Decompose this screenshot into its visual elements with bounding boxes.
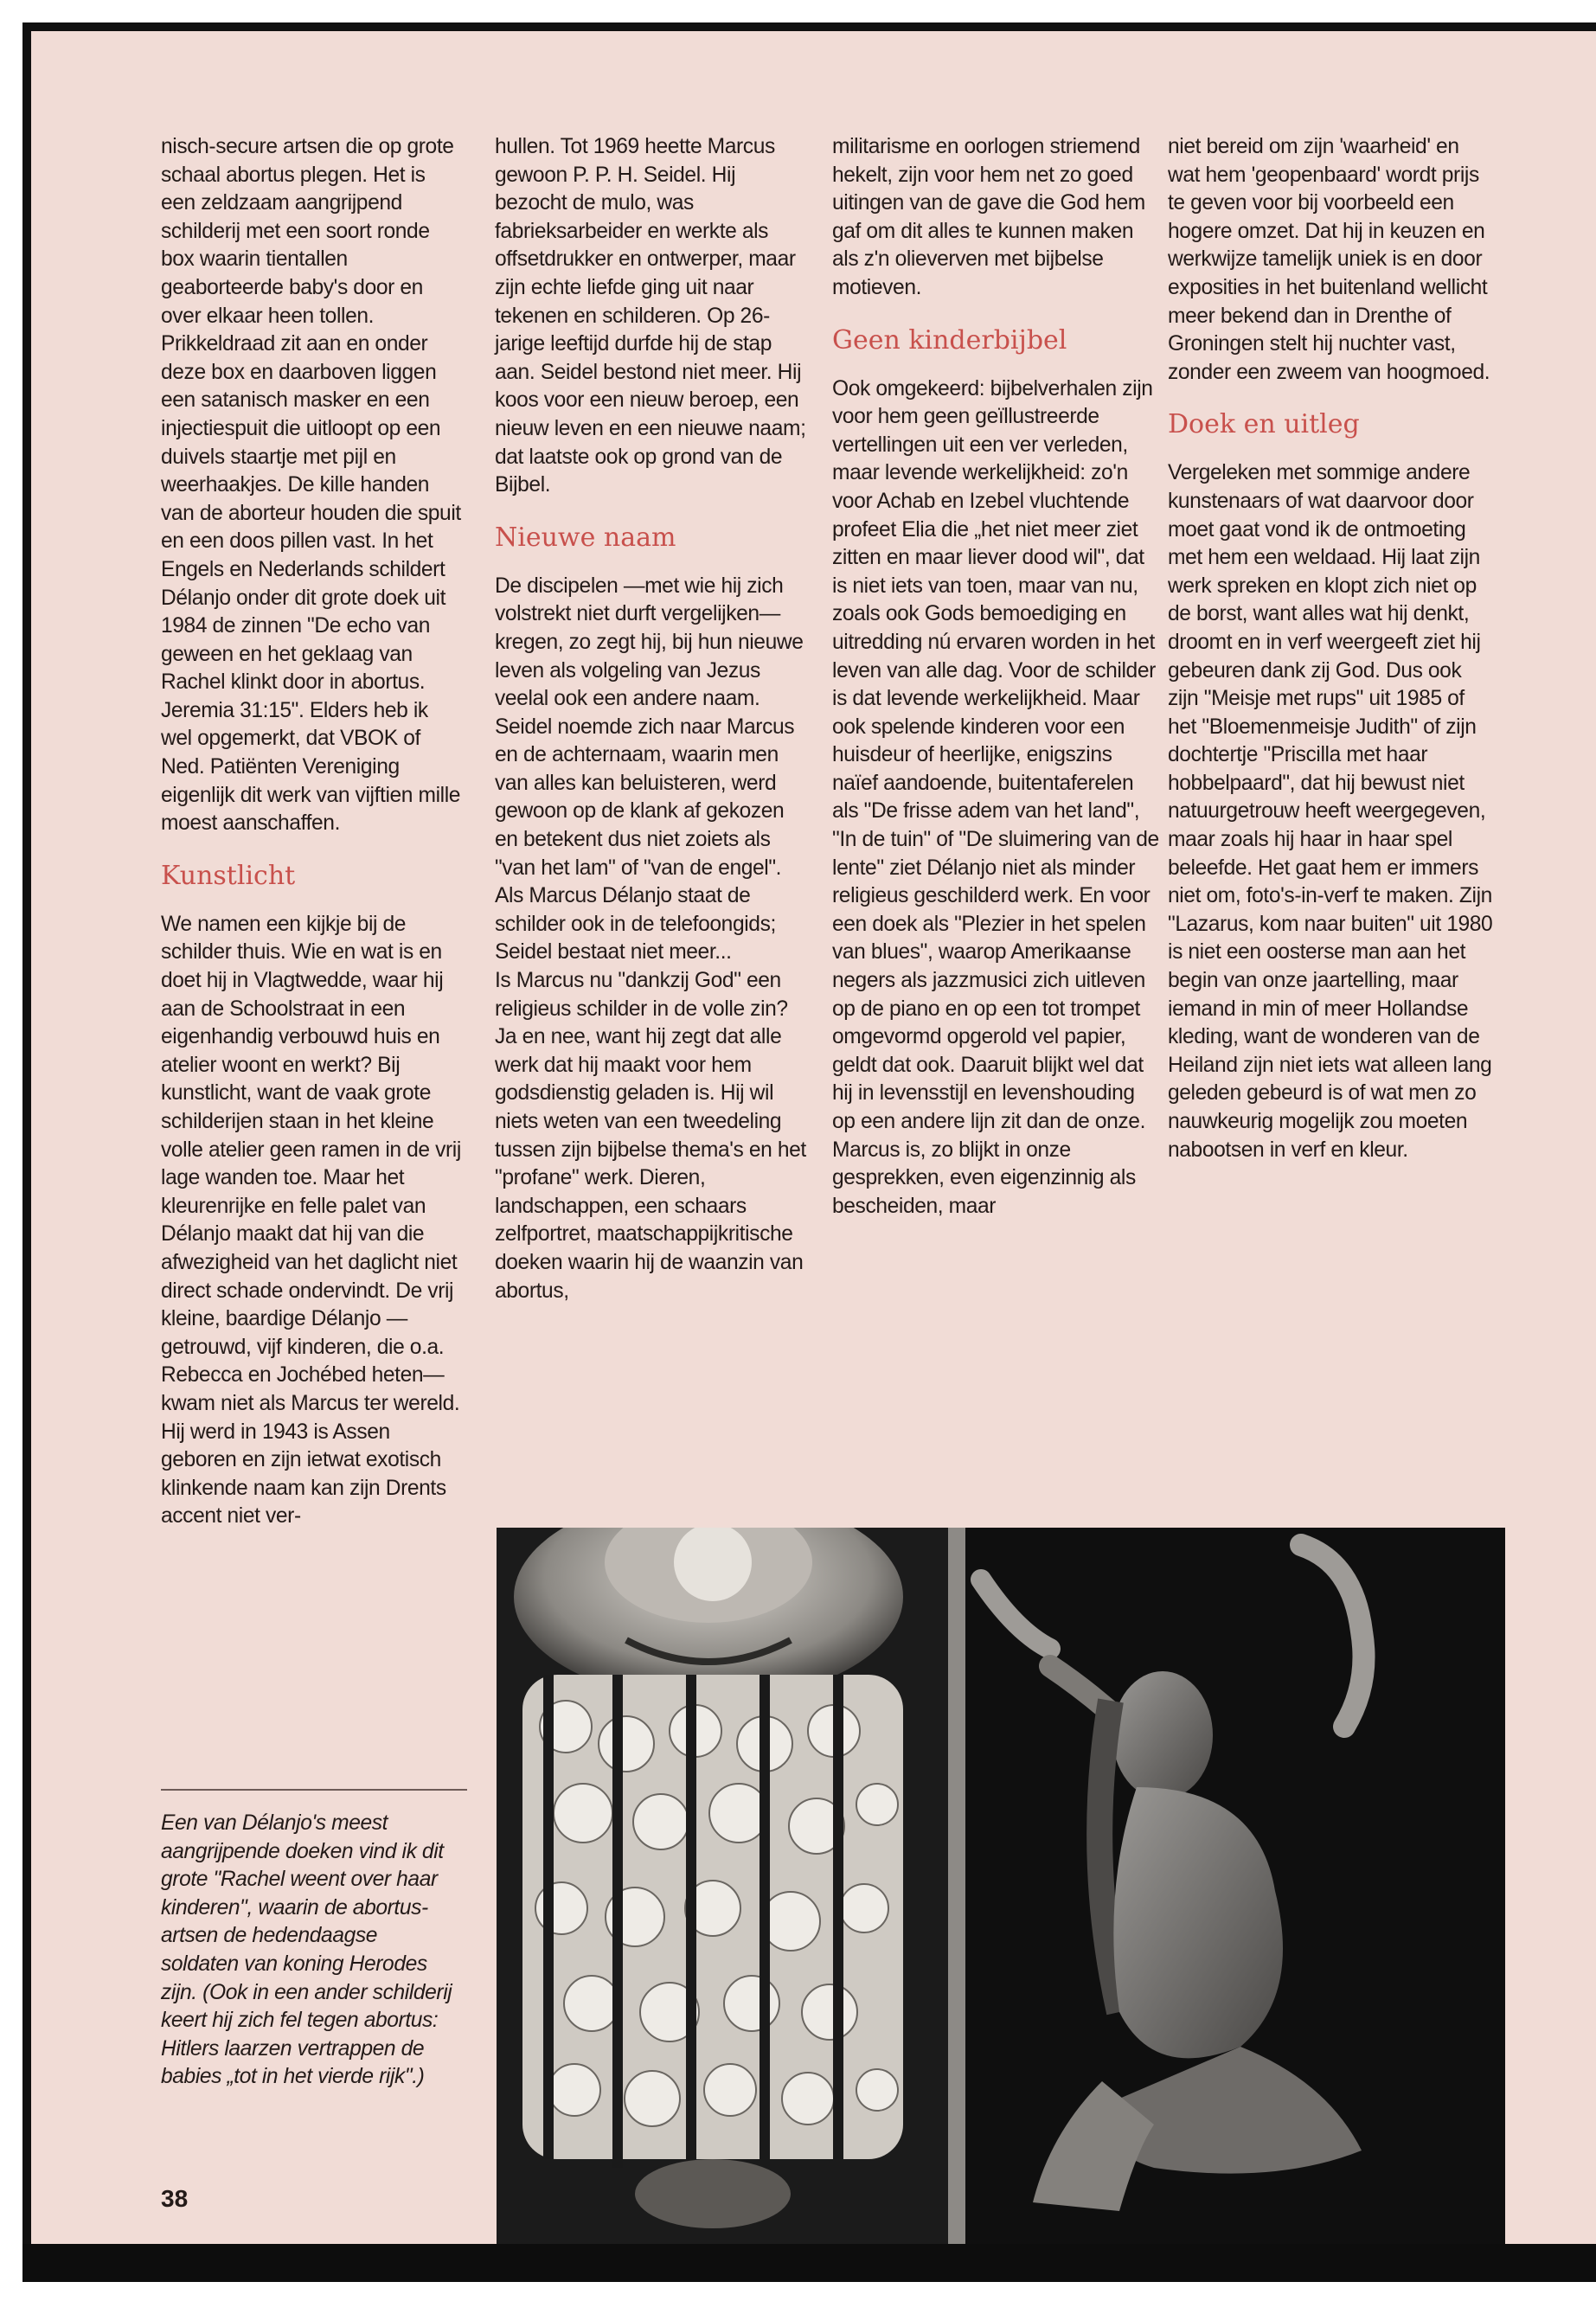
- paragraph: niet bereid om zijn 'waarheid' en wat hem 'geopenbaard' wordt prijs te geven voor bij voorbeeld een hogere omzet. Dat hij in keuzen en werkwijze tamelijk uniek is en door exposities in het buitenland wellicht meer bekend dan in Drenthe of Groningen stelt hij nuchter vast, zonder een zweem van hoogmoed.: [1168, 135, 1490, 384]
- section-heading-doek-en-uitleg: Doek en uitleg: [1168, 409, 1360, 440]
- paragraph: Vergeleken met sommige andere kunstenaars of wat daarvoor door moet gaat vond ik de ontmoeting met hem een weldaad. Hij laat zijn werk spreken en klopt zich niet op de borst, want alles wat hij denkt, droomt en in verf weergeeft ziet hij gebeuren dank zij God. Dus ook zijn "Meisje met rups" uit 1985 of het "Bloemenmeisje Judith" of zijn dochtertje "Priscilla met haar hobbelpaard", dat hij bewust niet natuurgetrouw heeft weergegeven, maar zoals hij haar in haar spel beleefde. Het gaat hem er immers niet om, foto's-in-verf te maken. Zijn "Lazarus, kom naar buiten" uit 1980 is niet een oosterse man aan het begin van onze jaartelling, maar iemand in min of meer Hollandse kleding, want de wonderen van de Heiland zijn niet iets wat alleen lang geleden gebeurd is of wat men zo nauwkeurig mogelijk zou moeten nabootsen in verf en kleur.: [1168, 461, 1493, 1162]
- paragraph: Is Marcus nu "dankzij God" een religieus schilder in de volle zin? Ja en nee, want hij zegt dat alle werk dat hij maakt voor hem godsdienstig geladen is. Hij wil niets weten van een tweedeling tussen zijn bijbelse thema's en het "profane" werk. Dieren, landschappen, een schaars zelfportret, maatschappijkritische doeken waarin hij de waanzin van abortus,: [495, 969, 806, 1303]
- paragraph: nisch-secure artsen die op grote schaal abortus plegen. Het is een zeldzaam aangrijpend schilderij met een soort ronde box waarin tientallen geaborteerde baby's door en over elkaar heen tollen.: [161, 135, 454, 328]
- paragraph: hullen. Tot 1969 heette Marcus gewoon P. P. H. Seidel. Hij bezocht de mulo, was fabrieksarbeider en werkte als offsetdrukker en ontwerper, maar zijn echte liefde ging uit naar tekenen en schilderen. Op 26-jarige leeftijd durfde hij de stap aan. Seidel bestond niet meer. Hij koos voor een nieuw beroep, een nieuw leven en een nieuwe naam; dat laatste ook op grond van de Bijbel.: [495, 135, 806, 497]
- scan-border-left: [22, 22, 31, 2263]
- paragraph: Prikkeldraad zit aan en onder deze box en daarboven liggen een satanisch masker en een injectiespuit die uitloopt op een duivels staartje met pijl en weerhaakjes. De kille handen van de aborteur houden die spuit en een doos pillen vast. In het Engels en Nederlands schildert Délanjo onder dit grote doek uit 1984 de zinnen "De echo van geween en het geklaag van Rachel klinkt door in abortus. Jeremia 31:15". Elders heb ik wel opgemerkt, dat VBOK of Ned. Patiënten Vereniging eigenlijk dit werk van vijftien mille moest aanschaffen.: [161, 332, 461, 836]
- article-column-2: [495, 133, 806, 1305]
- section-heading-nieuwe-naam: Nieuwe naam: [495, 522, 676, 553]
- photo-caption: Een van Délanjo's meest aangrijpende doeken vind ik dit grote "Rachel weent over haar kinderen", waarin de abortus-artsen de hedendaagse soldaten van koning Herodes zijn. (Ook in een ander schilderij keert hij zich fel tegen abortus: Hitlers laarzen vertrappen de babies „tot in het vierde rijk".): [161, 1811, 452, 2089]
- page-number: 38: [161, 2185, 189, 2212]
- scan-border-bottom: [22, 2244, 1596, 2282]
- section-heading-kunstlicht: Kunstlicht: [161, 860, 296, 891]
- section-heading-geen-kinderbijbel: Geen kinderbijbel: [832, 324, 1067, 356]
- paragraph: militarisme en oorlogen striemend hekelt, zijn voor hem net zo goed uitingen van de gave die God hem gaf om dit alles te kunnen maken als z'n olieverven met bijbelse motieven.: [832, 135, 1145, 299]
- paragraph: De discipelen —met wie hij zich volstrekt niet durft vergelijken— kregen, zo zegt hij, bij hun nieuwe leven als volgeling van Jezus veelal ook een andere naam. Seidel noemde zich naar Marcus en de achternaam, waarin men van alles kan beluisteren, werd gewoon op de klank af gekozen en betekent dus niet zoiets als "van het lam" of "van de engel". Als Marcus Délanjo staat de schilder ook in de telefoongids; Seidel bestaat niet meer...: [495, 574, 804, 965]
- paragraph: Ook omgekeerd: bijbelverhalen zijn voor hem geen geïllustreerde vertellingen uit een ver verleden, maar levende werkelijkheid: zo'n voor Achab en Izebel vluchtende profeet Elia die „het niet meer ziet zitten en maar liever dood wil", dat is niet iets van toen, maar van nu, zoals ook Gods bemoediging en uitredding nú ervaren worden in het leven van alle dag. Voor de schilder is dat levende werkelijkheid. Maar ook spelende kinderen voor een huisdeur of heerlijke, enigszins naïef aandoende, buitentaferelen als "De frisse adem van het land", "In de tuin" of "De sluimering van de lente" ziet Délanjo niet als minder religieus geschilderd werk. En voor een doek als "Plezier in het spelen van blues", waarop Amerikaanse negers als jazzmusici zich uitleven op de piano en op een tot trompet omgevormd opgerold vel papier, geldt dat ook. Daaruit blijkt wel dat hij in levensstijl en levenshouding op een andere lijn zit dan de onze.: [832, 376, 1159, 1133]
- caption-divider: [161, 1789, 467, 1791]
- painting-illustration: [497, 1528, 1505, 2244]
- article-column-3: [832, 133, 1159, 1221]
- painting-image: [497, 1528, 1505, 2244]
- article-column-1: [161, 133, 462, 1531]
- article-column-4: [1168, 133, 1497, 1164]
- paragraph: Marcus is, zo blijkt in onze gesprekken, even eigenzinnig als bescheiden, maar: [832, 1138, 1136, 1218]
- paragraph: We namen een kijkje bij de schilder thuis. Wie en wat is en doet hij in Vlagtwedde, waar hij aan de Schoolstraat in een eigenhandig verbouwd huis en atelier woont en werkt? Bij kunstlicht, want de vaak grote schilderijen staan in het kleine volle atelier geen ramen in de vrij lage wanden toe. Maar het kleurenrijke en felle palet van Délanjo maakt dat hij van die afwezigheid van het daglicht niet direct schade ondervindt. De vrij kleine, baardige Délanjo —getrouwd, vijf kinderen, die o.a. Rebecca en Jochébed heten— kwam niet als Marcus ter wereld. Hij werd in 1943 is Assen geboren en zijn ietwat exotisch klinkende naam kan zijn Drents accent niet ver-: [161, 912, 461, 1529]
- magazine-page: [31, 31, 1596, 2244]
- scan-border-top: [28, 22, 1596, 31]
